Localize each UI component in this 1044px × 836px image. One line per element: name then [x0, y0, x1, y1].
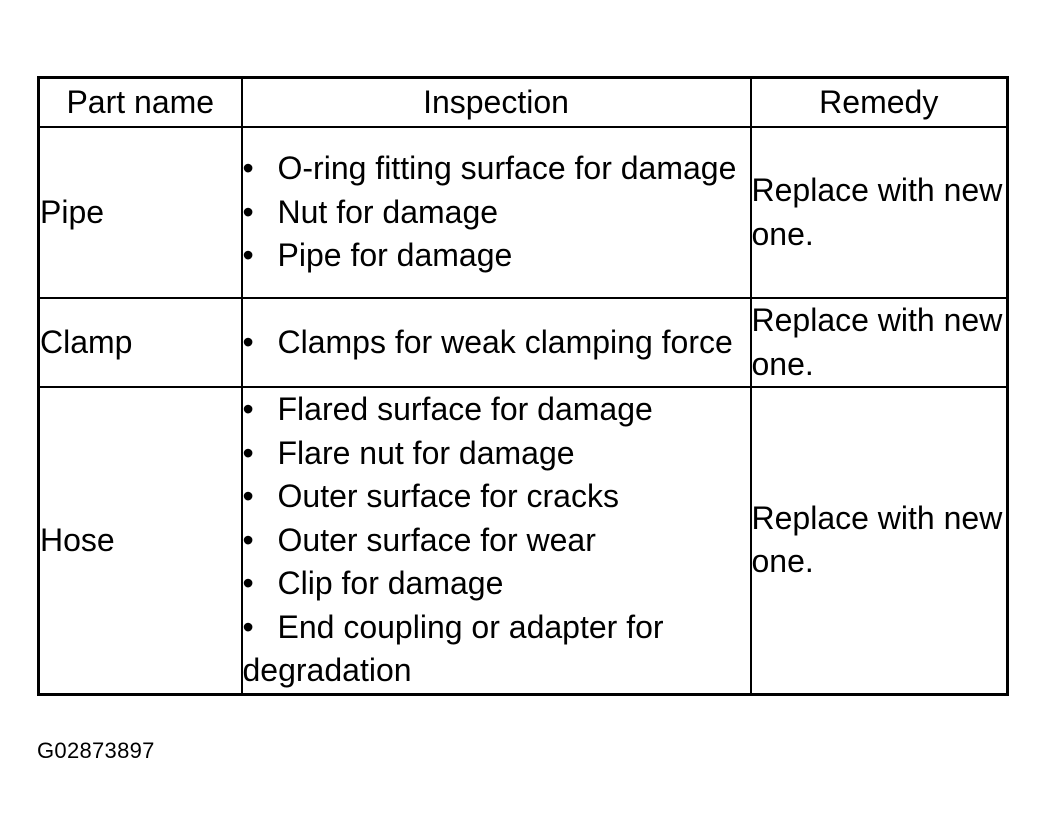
inspection-item: • O-ring fitting surface for damage: [243, 147, 750, 191]
inspection-item: • End coupling or adapter for degradation: [243, 606, 750, 693]
table-row-hose: [39, 387, 1008, 694]
remedy-cell: Replace with new one.: [751, 387, 1008, 694]
part-name-cell: Clamp: [39, 298, 242, 387]
inspection-item: • Clamps for weak clamping force: [243, 321, 750, 365]
bullet-icon: •: [242, 193, 254, 230]
figure-id-label: G02873897: [37, 738, 155, 763]
table-row-pipe: [39, 127, 1008, 298]
inspection-table: [37, 76, 1009, 696]
inspection-cell: [242, 127, 751, 298]
part-name-cell: Hose: [39, 387, 242, 694]
inspection-item: • Flared surface for damage: [243, 388, 750, 432]
bullet-icon: •: [242, 521, 254, 558]
bullet-icon: •: [242, 565, 254, 601]
bullet-icon: •: [242, 608, 254, 645]
inspection-table-wrapper: [37, 76, 1006, 696]
inspection-item: • Pipe for damage: [243, 234, 750, 278]
inspection-list: [243, 388, 750, 693]
inspection-list: [243, 147, 750, 278]
bullet-icon: •: [242, 434, 254, 471]
bullet-icon: •: [242, 150, 254, 187]
remedy-cell: Replace with new one.: [751, 127, 1008, 298]
bullet-icon: •: [242, 237, 254, 274]
header-part-name: Part name: [39, 78, 242, 128]
inspection-item: • Flare nut for damage: [243, 432, 750, 476]
inspection-item: • Outer surface for cracks: [243, 475, 750, 519]
inspection-item: • Outer surface for wear: [243, 519, 750, 563]
part-name-cell: Pipe: [39, 127, 242, 298]
inspection-cell: [242, 298, 751, 387]
remedy-cell: Replace with new one.: [751, 298, 1008, 387]
header-inspection: Inspection: [242, 78, 751, 128]
header-row: [39, 78, 1008, 128]
inspection-item: • Clip for damage: [243, 562, 750, 606]
bullet-icon: •: [242, 478, 254, 514]
inspection-item: • Nut for damage: [243, 191, 750, 235]
inspection-list: [243, 321, 750, 365]
bullet-icon: •: [242, 323, 254, 360]
bullet-icon: •: [242, 391, 254, 427]
table-row-clamp: [39, 298, 1008, 387]
inspection-cell: [242, 387, 751, 694]
header-remedy: Remedy: [751, 78, 1008, 128]
